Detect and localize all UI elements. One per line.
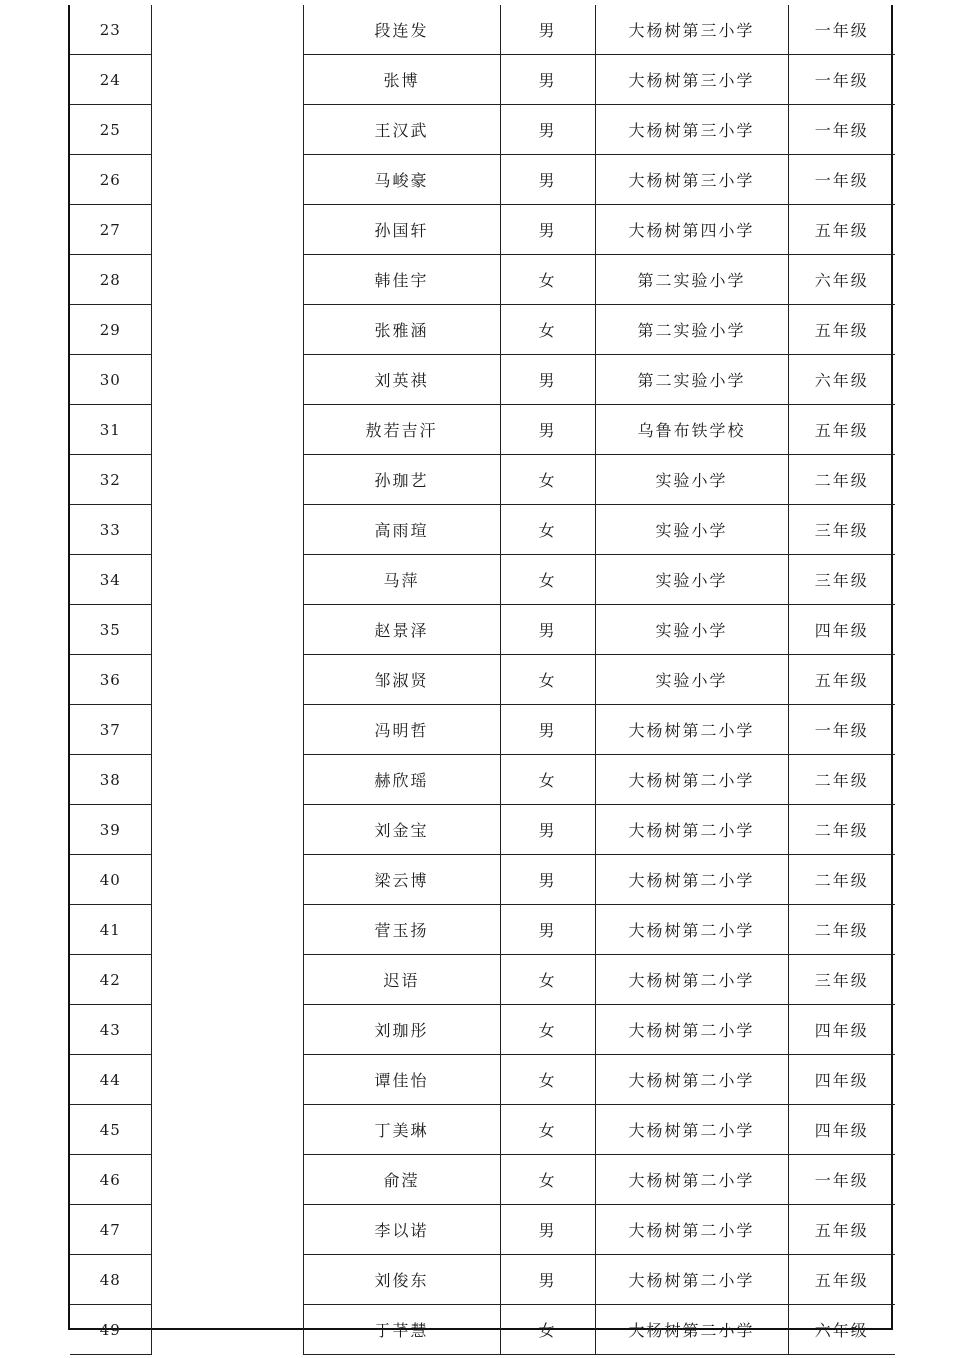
grade-cell: 三年级	[788, 555, 895, 605]
gender-cell: 女	[500, 555, 595, 605]
row-number-cell: 46	[70, 1155, 151, 1205]
school-cell: 大杨树第三小学	[595, 105, 788, 155]
school-cell: 大杨树第三小学	[595, 5, 788, 55]
gender-cell: 女	[500, 1305, 595, 1355]
grade-cell: 三年级	[788, 955, 895, 1005]
row-number-cell: 25	[70, 105, 151, 155]
gender-cell: 男	[500, 405, 595, 455]
school-cell: 大杨树第二小学	[595, 1255, 788, 1305]
gender-cell: 女	[500, 755, 595, 805]
student-name-cell: 段连发	[303, 5, 500, 55]
grade-cell: 六年级	[788, 355, 895, 405]
gender-cell: 女	[500, 305, 595, 355]
grade-cell: 五年级	[788, 205, 895, 255]
row-number-cell: 48	[70, 1255, 151, 1305]
student-name-cell: 冯明哲	[303, 705, 500, 755]
row-number-cell: 27	[70, 205, 151, 255]
student-name-cell: 孙国轩	[303, 205, 500, 255]
row-number-cell: 24	[70, 55, 151, 105]
grade-cell: 一年级	[788, 705, 895, 755]
school-cell: 大杨树第二小学	[595, 805, 788, 855]
student-list-table-frame	[68, 5, 893, 1340]
gender-cell: 男	[500, 855, 595, 905]
school-cell: 大杨树第三小学	[595, 155, 788, 205]
row-number-cell: 44	[70, 1055, 151, 1105]
grade-cell: 五年级	[788, 1205, 895, 1255]
gender-cell: 男	[500, 105, 595, 155]
row-number-cell: 41	[70, 905, 151, 955]
grade-cell: 二年级	[788, 905, 895, 955]
row-number-cell: 38	[70, 755, 151, 805]
grade-cell: 五年级	[788, 405, 895, 455]
student-name-cell: 张博	[303, 55, 500, 105]
student-name-cell: 韩佳宇	[303, 255, 500, 305]
gender-cell: 男	[500, 905, 595, 955]
student-name-cell: 王汉武	[303, 105, 500, 155]
gender-cell: 男	[500, 805, 595, 855]
row-number-cell: 42	[70, 955, 151, 1005]
gender-cell: 女	[500, 1005, 595, 1055]
gender-cell: 男	[500, 605, 595, 655]
school-cell: 第二实验小学	[595, 355, 788, 405]
student-name-cell: 敖若吉汗	[303, 405, 500, 455]
grade-cell: 一年级	[788, 155, 895, 205]
school-cell: 大杨树第二小学	[595, 1055, 788, 1105]
gender-cell: 女	[500, 1055, 595, 1105]
school-cell: 大杨树第二小学	[595, 1155, 788, 1205]
grade-cell: 二年级	[788, 805, 895, 855]
row-number-cell: 31	[70, 405, 151, 455]
row-number-cell: 39	[70, 805, 151, 855]
student-name-cell: 菅玉扬	[303, 905, 500, 955]
gender-cell: 男	[500, 55, 595, 105]
grade-cell: 五年级	[788, 1255, 895, 1305]
gender-cell: 男	[500, 1255, 595, 1305]
row-number-cell: 28	[70, 255, 151, 305]
grade-cell: 四年级	[788, 1005, 895, 1055]
student-name-cell: 俞滢	[303, 1155, 500, 1205]
school-cell: 大杨树第二小学	[595, 905, 788, 955]
student-name-cell: 迟语	[303, 955, 500, 1005]
student-name-cell: 张雅涵	[303, 305, 500, 355]
grade-cell: 六年级	[788, 1305, 895, 1355]
row-number-cell: 30	[70, 355, 151, 405]
student-name-cell: 马峻豪	[303, 155, 500, 205]
student-name-cell: 刘珈彤	[303, 1005, 500, 1055]
grade-cell: 一年级	[788, 5, 895, 55]
row-number-cell: 37	[70, 705, 151, 755]
gender-cell: 女	[500, 455, 595, 505]
school-cell: 实验小学	[595, 605, 788, 655]
school-cell: 实验小学	[595, 555, 788, 605]
table-row	[70, 5, 895, 55]
student-name-cell: 刘金宝	[303, 805, 500, 855]
gender-cell: 女	[500, 505, 595, 555]
school-cell: 大杨树第二小学	[595, 755, 788, 805]
student-name-cell: 高雨瑄	[303, 505, 500, 555]
row-number-cell: 43	[70, 1005, 151, 1055]
school-cell: 乌鲁布铁学校	[595, 405, 788, 455]
school-cell: 大杨树第二小学	[595, 955, 788, 1005]
row-number-cell: 49	[70, 1305, 151, 1355]
grade-cell: 一年级	[788, 1155, 895, 1205]
gender-cell: 男	[500, 155, 595, 205]
grade-cell: 六年级	[788, 255, 895, 305]
school-cell: 实验小学	[595, 505, 788, 555]
school-cell: 实验小学	[595, 655, 788, 705]
row-number-cell: 33	[70, 505, 151, 555]
grade-cell: 一年级	[788, 55, 895, 105]
school-cell: 大杨树第三小学	[595, 55, 788, 105]
table-body	[70, 5, 895, 1355]
student-name-cell: 于芊慧	[303, 1305, 500, 1355]
school-cell: 大杨树第二小学	[595, 1305, 788, 1355]
student-name-cell: 梁云博	[303, 855, 500, 905]
student-list-table	[70, 5, 895, 1355]
gender-cell: 男	[500, 355, 595, 405]
grade-cell: 二年级	[788, 855, 895, 905]
student-name-cell: 刘英祺	[303, 355, 500, 405]
gender-cell: 女	[500, 1155, 595, 1205]
row-number-cell: 34	[70, 555, 151, 605]
gender-cell: 女	[500, 255, 595, 305]
gender-cell: 男	[500, 705, 595, 755]
grade-cell: 四年级	[788, 1105, 895, 1155]
row-number-cell: 47	[70, 1205, 151, 1255]
student-name-cell: 刘俊东	[303, 1255, 500, 1305]
grade-cell: 四年级	[788, 605, 895, 655]
row-number-cell: 36	[70, 655, 151, 705]
gender-cell: 男	[500, 5, 595, 55]
student-name-cell: 赵景泽	[303, 605, 500, 655]
student-name-cell: 赫欣瑶	[303, 755, 500, 805]
student-name-cell: 丁美琳	[303, 1105, 500, 1155]
school-cell: 大杨树第二小学	[595, 1205, 788, 1255]
school-cell: 大杨树第二小学	[595, 855, 788, 905]
grade-cell: 五年级	[788, 305, 895, 355]
grade-cell: 二年级	[788, 455, 895, 505]
student-name-cell: 马萍	[303, 555, 500, 605]
grade-cell: 四年级	[788, 1055, 895, 1105]
school-cell: 第二实验小学	[595, 305, 788, 355]
student-name-cell: 谭佳怡	[303, 1055, 500, 1105]
student-name-cell: 李以诺	[303, 1205, 500, 1255]
student-name-cell: 邹淑贤	[303, 655, 500, 705]
gender-cell: 女	[500, 655, 595, 705]
merged-blank-cell	[151, 5, 303, 1355]
grade-cell: 二年级	[788, 755, 895, 805]
school-cell: 第二实验小学	[595, 255, 788, 305]
grade-cell: 三年级	[788, 505, 895, 555]
row-number-cell: 23	[70, 5, 151, 55]
school-cell: 大杨树第四小学	[595, 205, 788, 255]
row-number-cell: 35	[70, 605, 151, 655]
school-cell: 实验小学	[595, 455, 788, 505]
row-number-cell: 40	[70, 855, 151, 905]
student-name-cell: 孙珈艺	[303, 455, 500, 505]
row-number-cell: 45	[70, 1105, 151, 1155]
grade-cell: 一年级	[788, 105, 895, 155]
gender-cell: 男	[500, 1205, 595, 1255]
gender-cell: 女	[500, 955, 595, 1005]
row-number-cell: 26	[70, 155, 151, 205]
school-cell: 大杨树第二小学	[595, 1005, 788, 1055]
school-cell: 大杨树第二小学	[595, 705, 788, 755]
grade-cell: 五年级	[788, 655, 895, 705]
row-number-cell: 29	[70, 305, 151, 355]
row-number-cell: 32	[70, 455, 151, 505]
gender-cell: 女	[500, 1105, 595, 1155]
school-cell: 大杨树第二小学	[595, 1105, 788, 1155]
gender-cell: 男	[500, 205, 595, 255]
